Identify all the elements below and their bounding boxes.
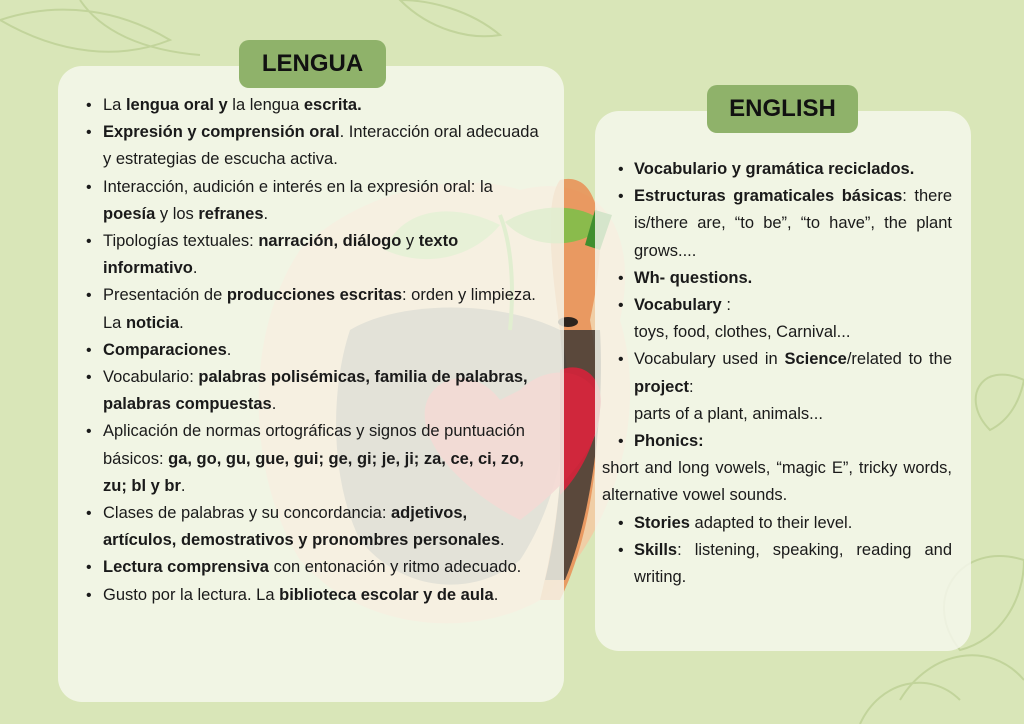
text-segment: Presentación de bbox=[103, 286, 227, 305]
text-segment: y los bbox=[155, 204, 199, 223]
list-item bbox=[616, 346, 952, 400]
text-segment: . bbox=[180, 476, 186, 495]
list-item bbox=[602, 455, 952, 509]
bold-text: palabras polisémicas, familia de palabras, palabras compuestas bbox=[103, 368, 528, 414]
bold-text: Vocabulary bbox=[634, 296, 722, 315]
text-segment: adapted to their level. bbox=[689, 513, 853, 532]
bold-text: Phonics: bbox=[634, 432, 704, 451]
text-segment: : orden y limpieza. La bbox=[103, 286, 536, 332]
list-item bbox=[616, 537, 952, 591]
bold-text: ga, go, gu, gue, gui; ge, gi; je, ji; za, ce, ci, zo, zu; bl y br bbox=[103, 449, 524, 495]
text-segment: toys, food, clothes, Carnival... bbox=[634, 323, 851, 342]
list-item bbox=[84, 418, 544, 500]
list-item bbox=[616, 156, 952, 183]
text-segment: con entonación y ritmo adecuado. bbox=[268, 558, 522, 577]
bold-text: Science bbox=[784, 350, 847, 369]
bold-text: refranes bbox=[198, 204, 264, 223]
bold-text: Vocabulario y gramática reciclados. bbox=[634, 160, 915, 178]
bold-text: narración, diálogo bbox=[258, 232, 402, 251]
list-item bbox=[84, 92, 544, 119]
english-list bbox=[602, 156, 952, 591]
text-segment: y bbox=[401, 232, 419, 251]
text-segment: /related to the bbox=[846, 350, 952, 369]
text-segment: . Interacción oral adecuada y estrategias de escucha activa. bbox=[103, 123, 539, 169]
bold-text: producciones escritas bbox=[226, 286, 402, 305]
list-item bbox=[84, 282, 544, 336]
list-item bbox=[84, 174, 544, 228]
text-segment: . bbox=[500, 531, 505, 550]
lengua-title: LENGUA bbox=[239, 40, 386, 88]
text-segment: la lengua bbox=[227, 96, 304, 114]
bold-text: Expresión y comprensión oral bbox=[103, 123, 340, 142]
text-segment: : there is/there are, “to be”, “to have”, the plant grows.... bbox=[634, 187, 952, 260]
list-item bbox=[84, 337, 544, 364]
text-segment: Tipologías textuales: bbox=[103, 232, 259, 251]
text-segment: Vocabulario: bbox=[103, 368, 199, 387]
bold-text: Wh- questions. bbox=[634, 268, 753, 287]
text-segment: . bbox=[493, 585, 499, 604]
bold-text: adjetivos, artículos, demostrativos y pronombres personales bbox=[103, 504, 501, 550]
text-segment: . bbox=[179, 313, 184, 332]
list-item bbox=[84, 119, 544, 173]
list-item bbox=[616, 292, 952, 319]
text-segment: : bbox=[689, 377, 694, 396]
text-segment: . bbox=[226, 340, 232, 359]
text-segment: Vocabulary used in bbox=[634, 350, 785, 369]
list-item bbox=[84, 554, 544, 581]
bold-text: Estructuras gramaticales básicas bbox=[634, 187, 903, 206]
bold-text: escrita. bbox=[303, 96, 362, 114]
bold-text: texto informativo bbox=[103, 232, 459, 278]
text-segment: : listening, speaking, reading and writing. bbox=[634, 540, 952, 587]
text-segment: La bbox=[103, 96, 126, 114]
list-item bbox=[84, 228, 544, 282]
list-item bbox=[616, 510, 952, 537]
bold-text: Stories bbox=[634, 513, 690, 532]
text-segment: Clases de palabras y su concordancia: bbox=[103, 504, 391, 523]
list-item bbox=[84, 364, 544, 418]
bold-text: project bbox=[634, 377, 690, 396]
text-segment: . bbox=[192, 259, 198, 278]
lengua-list bbox=[84, 92, 544, 609]
bold-text: Skills bbox=[634, 540, 678, 559]
text-segment: : bbox=[721, 296, 731, 315]
bold-text: noticia bbox=[125, 313, 180, 332]
list-item bbox=[616, 265, 952, 292]
list-item bbox=[616, 183, 952, 265]
list-item bbox=[616, 319, 952, 346]
list-item bbox=[84, 500, 544, 554]
bold-text: biblioteca escolar y de aula bbox=[279, 585, 494, 604]
text-segment: parts of a plant, animals... bbox=[634, 404, 823, 423]
bold-text: Lectura comprensiva bbox=[103, 558, 269, 577]
list-item bbox=[84, 582, 544, 609]
list-item bbox=[616, 401, 952, 428]
text-segment: Gusto por la lectura. La bbox=[103, 585, 280, 604]
list-item bbox=[616, 428, 952, 455]
bold-text: lengua oral y bbox=[125, 96, 228, 114]
text-segment: . bbox=[263, 204, 269, 223]
english-title: ENGLISH bbox=[707, 85, 858, 133]
text-segment: Interacción, audición e interés en la expresión oral: la bbox=[103, 177, 493, 196]
bold-text: poesía bbox=[103, 204, 156, 223]
bold-text: Comparaciones bbox=[103, 340, 227, 359]
text-segment: Aplicación de normas ortográficas y signos de puntuación básicos: bbox=[103, 422, 525, 468]
text-segment: . bbox=[271, 395, 277, 414]
text-segment: short and long vowels, “magic E”, tricky words, alternative vowel sounds. bbox=[602, 459, 952, 505]
